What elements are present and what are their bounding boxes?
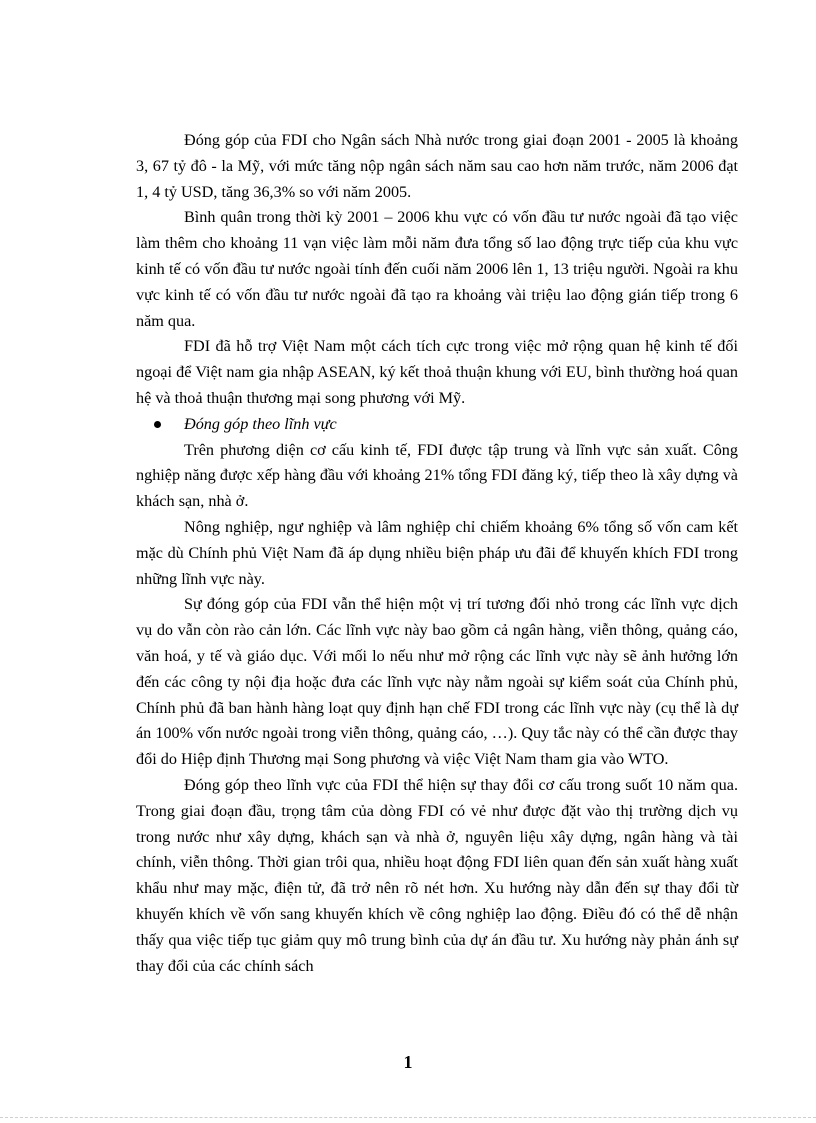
paragraph-structural-change: Đóng góp theo lĩnh vực của FDI thể hiện sự thay đổi cơ cấu trong suốt 10 năm qua. Trong giai đoạn đầu, trọng tâm của dòng FDI có vẻ như được đặt vào thị trường dịch vụ trong nước như xây dựng, khách sạn và nhà ở, nguyên liệu xây dựng, ngân hàng và tài chính, viễn thông. Thời gian trôi qua, nhiều hoạt động FDI liên quan đến sản xuất hàng xuất khẩu như may mặc, điện tử, đã trở nên rõ nét hơn. Xu hướng này dẫn đến sự thay đổi từ khuyến khích về vốn sang khuyến khích về công nghiệp lao động. Điều đó có thể dễ nhận thấy qua việc tiếp tục giảm quy mô trung bình của dự án đầu tư. Xu hướng này phản ánh sự thay đổi của các chính sách xyxy=(136,775,738,975)
paragraph-employment: Bình quân trong thời kỳ 2001 – 2006 khu vực có vốn đầu tư nước ngoài đã tạo việc làm thêm cho khoảng 11 vạn việc làm mỗi năm đưa tổng số lao động trực tiếp của khu vực kinh tế có vốn đầu tư nước ngoài tính đến cuối năm 2006 lên 1, 13 triệu người. Ngoài ra khu vực kinh tế có vốn đầu tư nước ngoài đã tạo ra khoảng vài triệu lao động gián tiếp trong 6 năm qua. xyxy=(136,208,738,330)
paragraph-budget-contribution: Đóng góp của FDI cho Ngân sách Nhà nước trong giai đoạn 2001 - 2005 là khoảng 3, 67 tỷ đô - la Mỹ, với mức tăng nộp ngân sách năm sau cao hơn năm trước, năm 2006 đạt 1, 4 tỷ USD, tăng 36,3% so với năm 2005. xyxy=(136,131,738,201)
paragraph-agriculture: Nông nghiệp, ngư nghiệp và lâm nghiệp chỉ chiếm khoảng 6% tổng số vốn cam kết mặc dù Chính phủ Việt Nam đã áp dụng nhiều biện pháp ưu đãi để khuyến khích FDI trong những lĩnh vực này. xyxy=(136,517,738,588)
bullet-heading-text: Đóng góp theo lĩnh vực xyxy=(184,414,337,433)
bullet-heading xyxy=(136,412,738,438)
page-bottom-divider xyxy=(0,1117,816,1118)
paragraph-economic-structure: Trên phương diện cơ cấu kinh tế, FDI được tập trung và lĩnh vực sản xuất. Công nghiệp năng được xếp hàng đầu với khoảng 21% tổng FDI đăng ký, tiếp theo là xây dựng và khách sạn, nhà ở. xyxy=(136,440,738,511)
body-text xyxy=(136,128,738,979)
page-number: 1 xyxy=(403,1052,413,1072)
paragraph-services: Sự đóng góp của FDI vẫn thể hiện một vị trí tương đối nhỏ trong các lĩnh vực dịch vụ do vẫn còn rào cản lớn. Các lĩnh vực này bao gồm cả ngân hàng, viễn thông, quảng cáo, văn hoá, y tế và giáo dục. Với mối lo nếu như mở rộng các lĩnh vực này sẽ ảnh hưởng lớn đến các công ty nội địa hoặc đưa các lĩnh vực này nằm ngoài sự kiểm soát của Chính phủ, Chính phủ đã ban hành hàng loạt quy định hạn chế FDI trong các lĩnh vực này (cụ thể là dự án 100% vốn nước ngoài trong viễn thông, quảng cáo, …). Quy tắc này có thể cần được thay đổi do Hiệp định Thương mại Song phương và việc Việt Nam tham gia vào WTO. xyxy=(136,595,738,769)
bullet-icon xyxy=(154,421,161,428)
paragraph-foreign-relations: FDI đã hỗ trợ Việt Nam một cách tích cực trong việc mở rộng quan hệ kinh tế đối ngoại để Việt nam gia nhập ASEAN, ký kết thoả thuận khung với EU, bình thường hoá quan hệ và thoả thuận thương mại song phương với Mỹ. xyxy=(136,337,738,407)
